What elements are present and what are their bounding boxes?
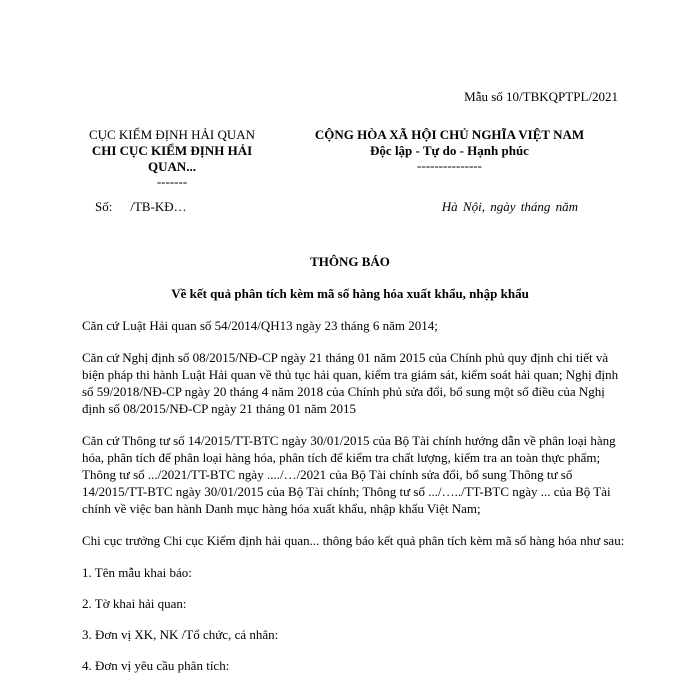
subagency-name-line1: CHI CỤC KIỂM ĐỊNH HẢI [91,143,253,158]
document-subtitle: Về kết quả phân tích kèm mã số hàng hóa xuất khẩu, nhập khẩu [171,286,529,301]
motto-separator: --------------- [417,158,482,173]
paragraph-announcement: Chi cục trưởng Chi cục Kiểm định hải quan... thông báo kết quả phân tích kèm mã số hàng hóa như sau: [82,533,625,548]
date-line: Hà Nội, ngày tháng năm [441,199,578,214]
document-number [95,199,205,215]
agency-block [82,127,262,189]
form-code: Mẫu số 10/TBKQPTPL/2021 [464,89,618,104]
national-header-block [277,127,622,173]
national-motto: Độc lập - Tự do - Hạnh phúc [370,143,529,158]
number-label: Số: [95,199,113,214]
number-code: /TB-KĐ… [130,199,187,214]
document-body [82,317,627,688]
agency-name: CỤC KIỂM ĐỊNH HẢI QUAN [88,127,256,142]
subagency-name-line2: QUAN... [147,159,197,174]
list-item: 3. Đơn vị XK, NK /Tổ chức, cá nhân: [82,627,279,642]
agency-separator: ------- [156,174,188,189]
list-item: 4. Đơn vị yêu cầu phân tích: [82,658,230,673]
paragraph-legal-basis-2: Căn cứ Nghị định số 08/2015/NĐ-CP ngày 21 tháng 01 năm 2015 của Chính phủ quy định chi tiết và biện pháp thi hành Luật Hải quan về thủ tục hải quan, kiểm tra giám sát, kiểm soát hải quan; Nghị định số 59/2018/NĐ-CP ngày 20 tháng 4 năm 2018 của Chính phủ sửa đổi, bổ sung một số điều của Nghị định số 08/2015/NĐ-CP ngày 21 tháng 01 năm 2015 [82,350,619,416]
paragraph-legal-basis-1: Căn cứ Luật Hải quan số 54/2014/QH13 ngày 23 tháng 6 năm 2014; [82,318,438,333]
country-name: CỘNG HÒA XÃ HỘI CHỦ NGHĨA VIỆT NAM [314,127,585,142]
paragraph-legal-basis-3: Căn cứ Thông tư số 14/2015/TT-BTC ngày 30/01/2015 của Bộ Tài chính hướng dẫn về phân loại hàng hóa, phân tích để phân loại hàng hóa, phân tích để kiểm tra chất lượng, kiểm tra an toàn thực phẩm; Thông tư số .../2021/TT-BTC ngày ..../…/2021 của Bộ Tài chính sửa đổi, bổ sung Thông tư số 14/2015/TT-BTC ngày 30/01/2015 của Bộ Tài chính; Thông tư số .../…../TT-BTC ngày ... của Bộ Tài chính về việc ban hành Danh mục hàng hóa xuất khẩu, nhập khẩu Việt Nam; [82,433,616,516]
list-item: 2. Tờ khai hải quan: [82,596,187,611]
document-title: THÔNG BÁO [310,254,390,269]
list-item: 1. Tên mẫu khai báo: [82,565,192,580]
